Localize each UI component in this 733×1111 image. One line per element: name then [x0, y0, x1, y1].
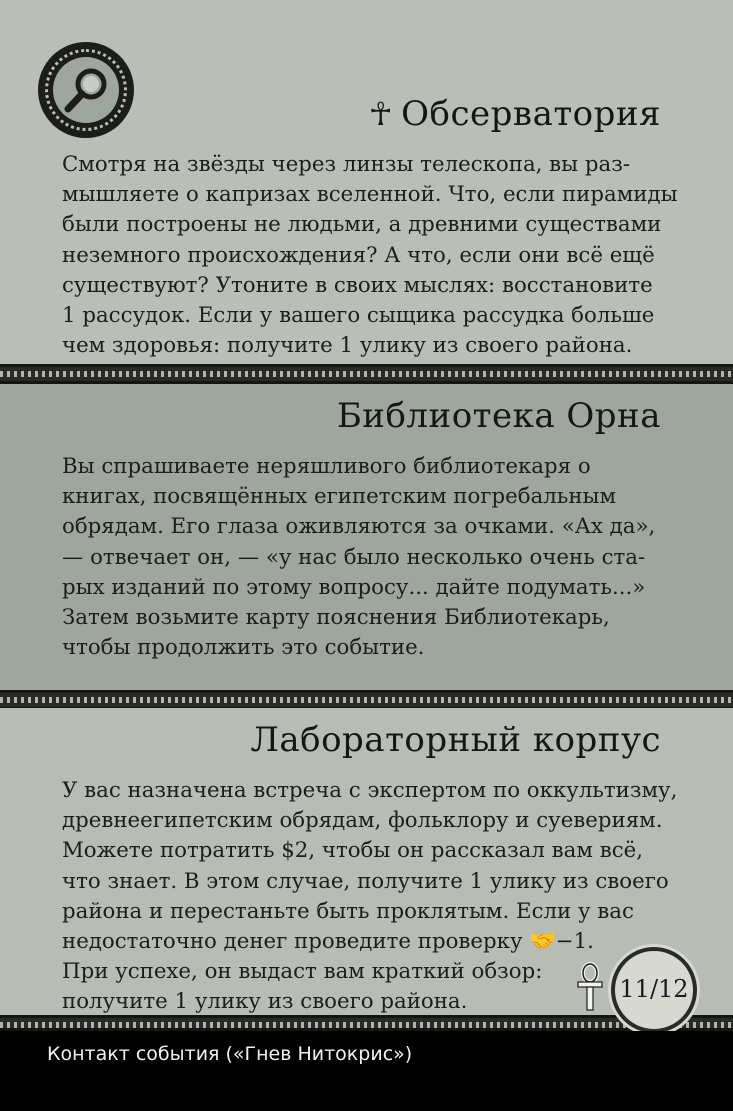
divider-band: [0, 690, 733, 710]
card-counter-badge: [611, 947, 697, 1033]
section-library: [0, 384, 733, 690]
location-text: Смотря на звёзды через линзы телескопа, вы раз- мышляете о капризах вселенной. Что, если пирамиды были построены не людьми, а древними существами неземного происхождения? А что, если они всё ещё существуют? Утоните в своих мыслях: восстановите 1 рассудок. Если у вашего сыщика рассудка больше чем здоровья: получите 1 улику из своего района.: [62, 152, 678, 359]
footer-label: Контакт события («Гнев Нитокрис»): [47, 1043, 413, 1065]
footer-bar: [0, 1031, 733, 1111]
title-text: Обсерватория: [401, 94, 661, 134]
ankh-icon: [576, 962, 604, 1012]
location-text: Вы спрашиваете неряшливого библиотекаря о книгах, посвящённых египетским погребальным обрядам. Его глаза оживляются за очками. «Ах да», — отвечает он, — «у нас было несколько очень ста- рых изданий по этому вопросу... дайте подумать...» Затем возьмите карту пояснения Библиотекарь, чтобы продолжить это событие.: [62, 454, 656, 661]
magnifier-icon: [53, 57, 119, 123]
glyph-icon: ☥: [368, 95, 394, 133]
divider-band: [0, 364, 733, 384]
location-title: [369, 94, 661, 134]
location-text: У вас назначена встреча с экспертом по оккультизму, древнеегипетским обрядам, фольклору и суевериям. Можете потратить $2, чтобы он рассказал вам всё, что знает. В этом случае, получите 1 улику из своего района и перестаньте быть проклятым. Если у вас недостаточно денег проведите проверку 🤝−1. При успехе, он выдаст вам краткий обзор: получите 1 улику из своего района.: [62, 778, 678, 1015]
card-counter: 11/12: [619, 975, 689, 1003]
magnifier-logo-icon: [38, 42, 134, 138]
section-observatory: [0, 0, 733, 364]
location-title: Библиотека Орна: [336, 396, 661, 436]
location-title: Лабораторный корпус: [250, 720, 661, 760]
